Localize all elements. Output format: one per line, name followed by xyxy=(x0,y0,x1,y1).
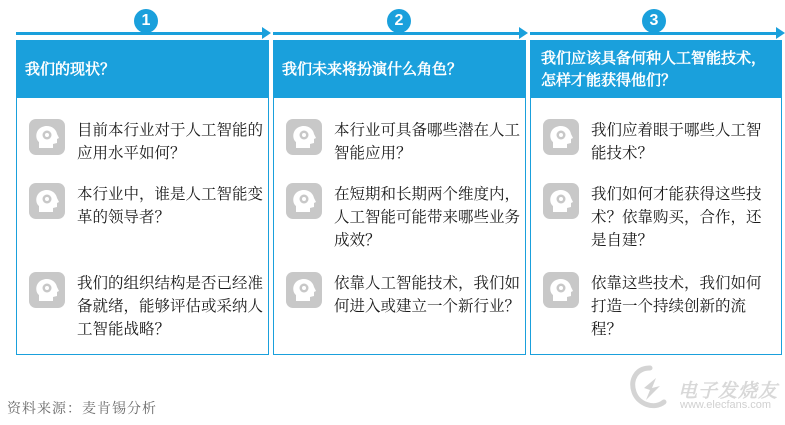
head-gear-icon xyxy=(29,183,65,219)
watermark-logo xyxy=(618,360,778,418)
watermark-url: www.elecfans.com xyxy=(680,399,772,411)
question-box xyxy=(273,97,526,355)
head-gear-icon xyxy=(286,272,322,308)
step-number-badge: 3 xyxy=(642,9,666,33)
question-text: 本行业可具备哪些潜在人工智能应用？ xyxy=(334,121,521,162)
column-header xyxy=(16,40,269,98)
question-text: 我们如何才能获得这些技术？依靠购买，合作，还是自建？ xyxy=(591,185,762,249)
head-gear-icon xyxy=(29,272,65,308)
head-gear-icon xyxy=(543,272,579,308)
arrow-head-icon xyxy=(262,27,271,39)
step-number-badge: 2 xyxy=(387,9,411,33)
column-title: 我们应该具备何种人工智能技术，怎样才能获得他们？ xyxy=(541,49,767,89)
column-title: 我们未来将扮演什么角色？ xyxy=(282,60,463,78)
question-text: 依靠这些技术，我们如何打造一个持续创新的流程？ xyxy=(591,274,762,338)
question-box xyxy=(16,97,269,355)
source-note: 资料来源：麦肯锡分析 xyxy=(7,401,157,417)
question-text: 我们的组织结构是否已经准备就绪，能够评估或采纳人工智能战略？ xyxy=(77,274,264,338)
step-arrow-line xyxy=(16,32,266,35)
question-text: 本行业中，谁是人工智能变革的领导者？ xyxy=(77,185,264,226)
question-text: 依靠人工智能技术，我们如何进入或建立一个新行业？ xyxy=(334,274,521,315)
watermark-name: 电子发烧友 xyxy=(678,380,779,402)
question-text: 我们应着眼于哪些人工智能技术？ xyxy=(591,121,762,162)
head-gear-icon xyxy=(29,119,65,155)
head-gear-icon xyxy=(543,183,579,219)
question-text: 目前本行业对于人工智能的应用水平如何？ xyxy=(77,121,264,162)
step-number-badge: 1 xyxy=(134,9,158,33)
head-gear-icon xyxy=(543,119,579,155)
arrow-head-icon xyxy=(776,27,785,39)
elecfans-logo-icon xyxy=(626,364,674,412)
arrow-head-icon xyxy=(519,27,528,39)
column-header xyxy=(273,40,526,98)
question-box xyxy=(530,97,782,355)
column-title: 我们的现状？ xyxy=(25,60,116,78)
column-header xyxy=(530,40,782,98)
question-text: 在短期和长期两个维度内，人工智能可能带来哪些业务成效？ xyxy=(334,185,521,249)
head-gear-icon xyxy=(286,183,322,219)
head-gear-icon xyxy=(286,119,322,155)
